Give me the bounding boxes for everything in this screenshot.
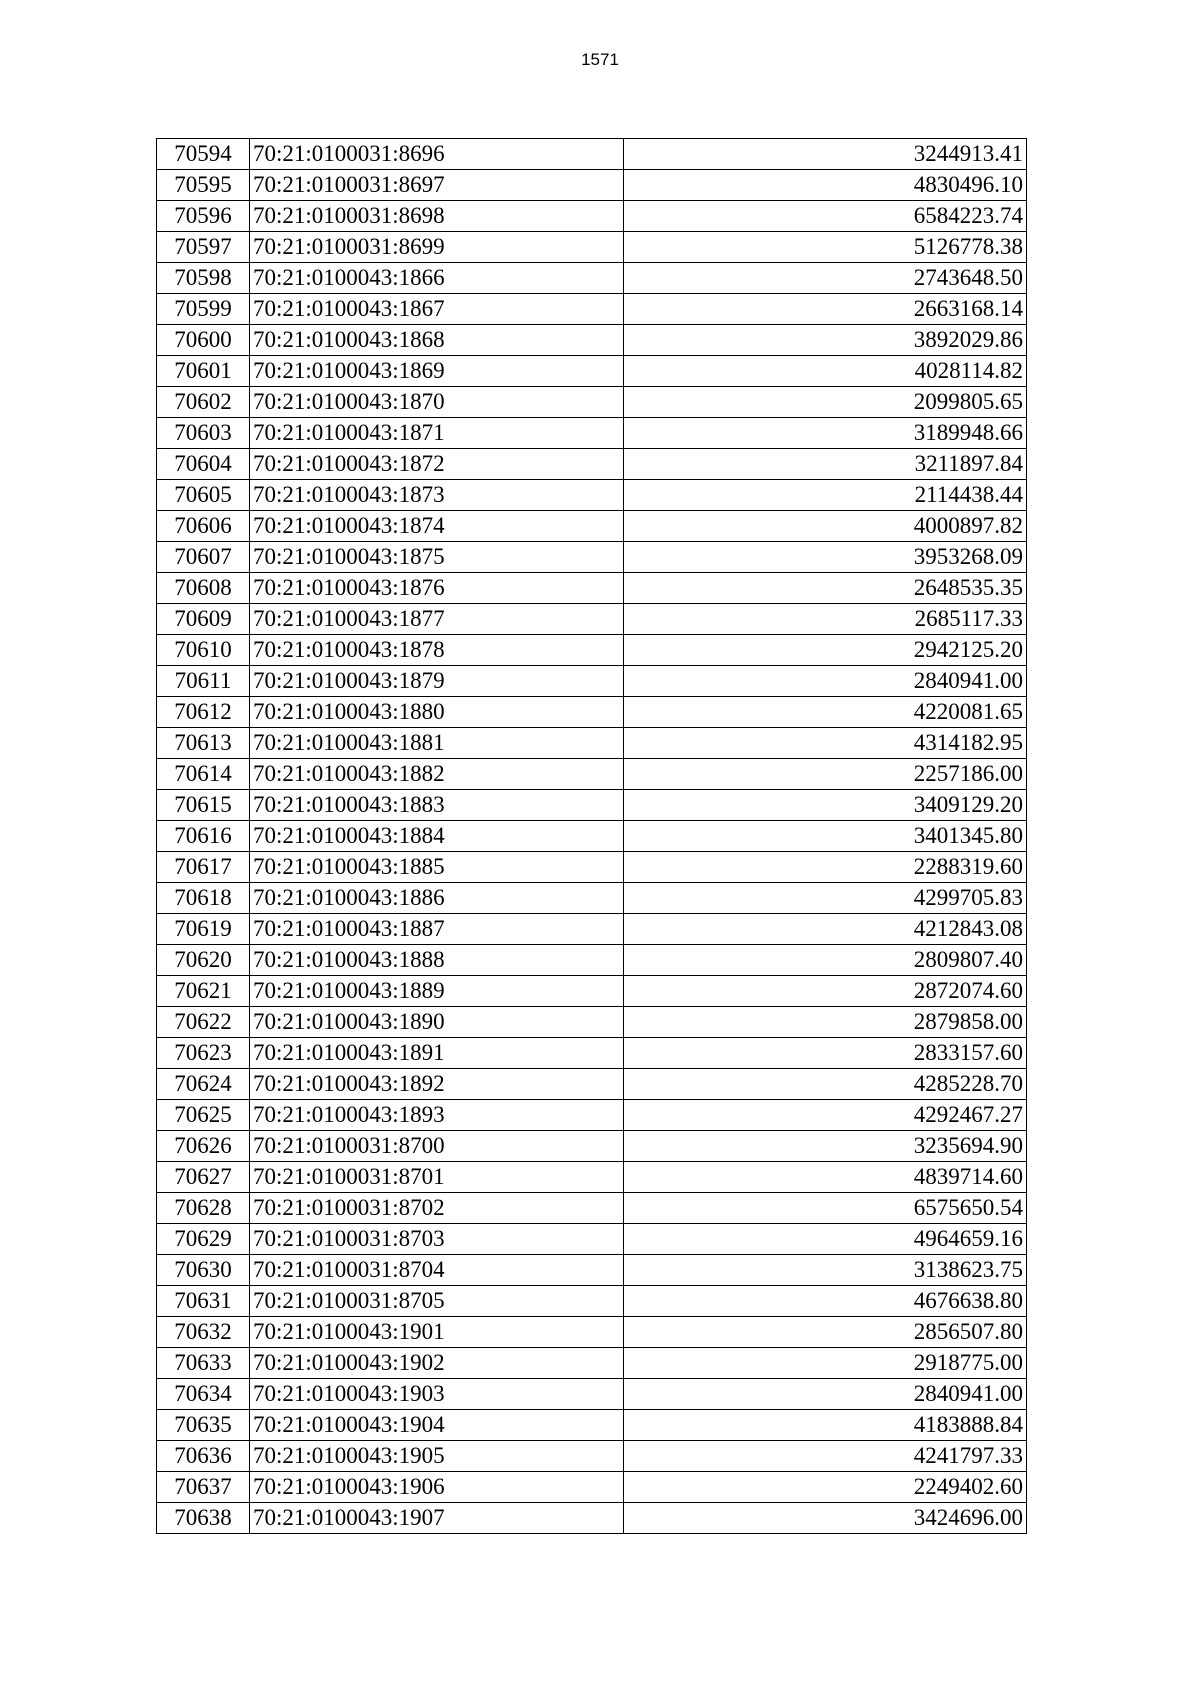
cadastral-value-cell: 3189948.66 xyxy=(624,418,1027,449)
table-row xyxy=(157,1410,1027,1441)
table-body xyxy=(157,139,1027,1534)
cadastral-number-cell: 70:21:0100043:1901 xyxy=(250,1317,624,1348)
cadastral-number-cell: 70:21:0100043:1874 xyxy=(250,511,624,542)
cadastral-number-cell: 70:21:0100043:1878 xyxy=(250,635,624,666)
table-row xyxy=(157,1286,1027,1317)
cadastral-value-cell: 2872074.60 xyxy=(624,976,1027,1007)
cadastral-number-cell: 70:21:0100043:1905 xyxy=(250,1441,624,1472)
cadastral-number-cell: 70:21:0100043:1892 xyxy=(250,1069,624,1100)
row-number-cell: 70616 xyxy=(157,821,250,852)
row-number-cell: 70618 xyxy=(157,883,250,914)
cadastral-number-cell: 70:21:0100043:1872 xyxy=(250,449,624,480)
row-number-cell: 70620 xyxy=(157,945,250,976)
cadastral-number-cell: 70:21:0100031:8702 xyxy=(250,1193,624,1224)
cadastral-number-cell: 70:21:0100031:8696 xyxy=(250,139,624,170)
table-row xyxy=(157,1162,1027,1193)
cadastral-value-cell: 2809807.40 xyxy=(624,945,1027,976)
row-number-cell: 70615 xyxy=(157,790,250,821)
cadastral-number-cell: 70:21:0100043:1877 xyxy=(250,604,624,635)
table-row xyxy=(157,294,1027,325)
table-row xyxy=(157,573,1027,604)
cadastral-number-cell: 70:21:0100043:1893 xyxy=(250,1100,624,1131)
cadastral-value-cell: 3211897.84 xyxy=(624,449,1027,480)
table-row xyxy=(157,170,1027,201)
table-row xyxy=(157,325,1027,356)
cadastral-value-cell: 2743648.50 xyxy=(624,263,1027,294)
row-number-cell: 70601 xyxy=(157,356,250,387)
cadastral-number-cell: 70:21:0100043:1884 xyxy=(250,821,624,852)
row-number-cell: 70610 xyxy=(157,635,250,666)
table-row xyxy=(157,666,1027,697)
table-row xyxy=(157,1038,1027,1069)
table-row xyxy=(157,139,1027,170)
cadastral-value-cell: 4676638.80 xyxy=(624,1286,1027,1317)
cadastral-value-cell: 4212843.08 xyxy=(624,914,1027,945)
cadastral-value-cell: 2840941.00 xyxy=(624,666,1027,697)
table-row xyxy=(157,387,1027,418)
cadastral-value-cell: 4220081.65 xyxy=(624,697,1027,728)
cadastral-value-cell: 4183888.84 xyxy=(624,1410,1027,1441)
row-number-cell: 70623 xyxy=(157,1038,250,1069)
cadastral-value-cell: 4000897.82 xyxy=(624,511,1027,542)
cadastral-value-cell: 2833157.60 xyxy=(624,1038,1027,1069)
cadastral-number-cell: 70:21:0100043:1885 xyxy=(250,852,624,883)
table-row xyxy=(157,1193,1027,1224)
table-row xyxy=(157,201,1027,232)
cadastral-value-cell: 3244913.41 xyxy=(624,139,1027,170)
cadastral-value-cell: 4964659.16 xyxy=(624,1224,1027,1255)
row-number-cell: 70612 xyxy=(157,697,250,728)
cadastral-number-cell: 70:21:0100043:1867 xyxy=(250,294,624,325)
table-row xyxy=(157,976,1027,1007)
table-row xyxy=(157,1317,1027,1348)
cadastral-number-cell: 70:21:0100031:8703 xyxy=(250,1224,624,1255)
cadastral-number-cell: 70:21:0100031:8697 xyxy=(250,170,624,201)
row-number-cell: 70609 xyxy=(157,604,250,635)
cadastral-value-cell: 2099805.65 xyxy=(624,387,1027,418)
table-row xyxy=(157,759,1027,790)
cadastral-number-cell: 70:21:0100043:1890 xyxy=(250,1007,624,1038)
row-number-cell: 70613 xyxy=(157,728,250,759)
table-row xyxy=(157,480,1027,511)
row-number-cell: 70611 xyxy=(157,666,250,697)
cadastral-number-cell: 70:21:0100043:1879 xyxy=(250,666,624,697)
row-number-cell: 70594 xyxy=(157,139,250,170)
table-row xyxy=(157,1472,1027,1503)
cadastral-number-cell: 70:21:0100031:8701 xyxy=(250,1162,624,1193)
cadastral-number-cell: 70:21:0100043:1906 xyxy=(250,1472,624,1503)
cadastral-value-cell: 4028114.82 xyxy=(624,356,1027,387)
row-number-cell: 70617 xyxy=(157,852,250,883)
row-number-cell: 70614 xyxy=(157,759,250,790)
cadastral-value-cell: 3409129.20 xyxy=(624,790,1027,821)
cadastral-value-cell: 4299705.83 xyxy=(624,883,1027,914)
cadastral-number-cell: 70:21:0100043:1887 xyxy=(250,914,624,945)
row-number-cell: 70632 xyxy=(157,1317,250,1348)
cadastral-value-cell: 3424696.00 xyxy=(624,1503,1027,1534)
cadastral-number-cell: 70:21:0100043:1882 xyxy=(250,759,624,790)
cadastral-number-cell: 70:21:0100043:1875 xyxy=(250,542,624,573)
table-row xyxy=(157,356,1027,387)
row-number-cell: 70604 xyxy=(157,449,250,480)
cadastral-number-cell: 70:21:0100043:1868 xyxy=(250,325,624,356)
row-number-cell: 70598 xyxy=(157,263,250,294)
cadastral-number-cell: 70:21:0100043:1880 xyxy=(250,697,624,728)
table-row xyxy=(157,883,1027,914)
table-row xyxy=(157,418,1027,449)
row-number-cell: 70625 xyxy=(157,1100,250,1131)
cadastral-value-cell: 2918775.00 xyxy=(624,1348,1027,1379)
cadastral-value-cell: 2663168.14 xyxy=(624,294,1027,325)
cadastral-number-cell: 70:21:0100043:1902 xyxy=(250,1348,624,1379)
table-row xyxy=(157,697,1027,728)
row-number-cell: 70607 xyxy=(157,542,250,573)
row-number-cell: 70631 xyxy=(157,1286,250,1317)
row-number-cell: 70633 xyxy=(157,1348,250,1379)
cadastral-value-cell: 2879858.00 xyxy=(624,1007,1027,1038)
cadastral-number-cell: 70:21:0100043:1883 xyxy=(250,790,624,821)
cadastral-value-cell: 3892029.86 xyxy=(624,325,1027,356)
page-number: 1571 xyxy=(581,50,619,69)
cadastral-value-cell: 3138623.75 xyxy=(624,1255,1027,1286)
cadastral-value-cell: 2648535.35 xyxy=(624,573,1027,604)
row-number-cell: 70626 xyxy=(157,1131,250,1162)
cadastral-value-cell: 2840941.00 xyxy=(624,1379,1027,1410)
row-number-cell: 70638 xyxy=(157,1503,250,1534)
row-number-cell: 70630 xyxy=(157,1255,250,1286)
cadastral-number-cell: 70:21:0100043:1891 xyxy=(250,1038,624,1069)
cadastral-value-cell: 2114438.44 xyxy=(624,480,1027,511)
cadastral-number-cell: 70:21:0100031:8705 xyxy=(250,1286,624,1317)
table-row xyxy=(157,852,1027,883)
table-row xyxy=(157,1100,1027,1131)
cadastral-value-cell: 4314182.95 xyxy=(624,728,1027,759)
cadastral-number-cell: 70:21:0100043:1869 xyxy=(250,356,624,387)
table-row xyxy=(157,1255,1027,1286)
cadastral-value-cell: 2249402.60 xyxy=(624,1472,1027,1503)
table-row xyxy=(157,1224,1027,1255)
row-number-cell: 70599 xyxy=(157,294,250,325)
cadastral-number-cell: 70:21:0100043:1888 xyxy=(250,945,624,976)
row-number-cell: 70602 xyxy=(157,387,250,418)
cadastral-number-cell: 70:21:0100043:1886 xyxy=(250,883,624,914)
table-row xyxy=(157,449,1027,480)
cadastral-value-cell: 2856507.80 xyxy=(624,1317,1027,1348)
cadastral-number-cell: 70:21:0100043:1881 xyxy=(250,728,624,759)
cadastral-number-cell: 70:21:0100043:1871 xyxy=(250,418,624,449)
cadastral-value-cell: 6584223.74 xyxy=(624,201,1027,232)
table-row xyxy=(157,945,1027,976)
table-row xyxy=(157,263,1027,294)
row-number-cell: 70624 xyxy=(157,1069,250,1100)
row-number-cell: 70606 xyxy=(157,511,250,542)
table-row xyxy=(157,511,1027,542)
cadastral-value-cell: 2288319.60 xyxy=(624,852,1027,883)
row-number-cell: 70621 xyxy=(157,976,250,1007)
cadastral-number-cell: 70:21:0100043:1876 xyxy=(250,573,624,604)
row-number-cell: 70634 xyxy=(157,1379,250,1410)
cadastral-value-table xyxy=(156,138,1027,1534)
row-number-cell: 70635 xyxy=(157,1410,250,1441)
table-row xyxy=(157,542,1027,573)
table-row xyxy=(157,1348,1027,1379)
cadastral-number-cell: 70:21:0100031:8700 xyxy=(250,1131,624,1162)
table-row xyxy=(157,821,1027,852)
row-number-cell: 70637 xyxy=(157,1472,250,1503)
cadastral-value-cell: 5126778.38 xyxy=(624,232,1027,263)
row-number-cell: 70608 xyxy=(157,573,250,604)
cadastral-value-cell: 2942125.20 xyxy=(624,635,1027,666)
table-row xyxy=(157,790,1027,821)
cadastral-value-cell: 3401345.80 xyxy=(624,821,1027,852)
cadastral-value-cell: 3953268.09 xyxy=(624,542,1027,573)
cadastral-value-cell: 4285228.70 xyxy=(624,1069,1027,1100)
table-row xyxy=(157,1503,1027,1534)
row-number-cell: 70600 xyxy=(157,325,250,356)
cadastral-number-cell: 70:21:0100043:1866 xyxy=(250,263,624,294)
cadastral-number-cell: 70:21:0100043:1903 xyxy=(250,1379,624,1410)
cadastral-number-cell: 70:21:0100043:1889 xyxy=(250,976,624,1007)
cadastral-value-cell: 4241797.33 xyxy=(624,1441,1027,1472)
row-number-cell: 70605 xyxy=(157,480,250,511)
row-number-cell: 70629 xyxy=(157,1224,250,1255)
row-number-cell: 70622 xyxy=(157,1007,250,1038)
cadastral-value-cell: 2257186.00 xyxy=(624,759,1027,790)
cadastral-value-cell: 4830496.10 xyxy=(624,170,1027,201)
table-row xyxy=(157,1069,1027,1100)
table-row xyxy=(157,914,1027,945)
cadastral-number-cell: 70:21:0100043:1870 xyxy=(250,387,624,418)
row-number-cell: 70636 xyxy=(157,1441,250,1472)
row-number-cell: 70595 xyxy=(157,170,250,201)
table-row xyxy=(157,635,1027,666)
table-row xyxy=(157,1441,1027,1472)
table-row xyxy=(157,728,1027,759)
cadastral-number-cell: 70:21:0100043:1873 xyxy=(250,480,624,511)
table-row xyxy=(157,604,1027,635)
table-row xyxy=(157,1379,1027,1410)
cadastral-number-cell: 70:21:0100043:1904 xyxy=(250,1410,624,1441)
cadastral-value-cell: 4292467.27 xyxy=(624,1100,1027,1131)
row-number-cell: 70628 xyxy=(157,1193,250,1224)
cadastral-value-cell: 3235694.90 xyxy=(624,1131,1027,1162)
row-number-cell: 70603 xyxy=(157,418,250,449)
cadastral-number-cell: 70:21:0100031:8699 xyxy=(250,232,624,263)
row-number-cell: 70597 xyxy=(157,232,250,263)
row-number-cell: 70627 xyxy=(157,1162,250,1193)
row-number-cell: 70619 xyxy=(157,914,250,945)
table-row xyxy=(157,1131,1027,1162)
row-number-cell: 70596 xyxy=(157,201,250,232)
table-row xyxy=(157,1007,1027,1038)
cadastral-value-cell: 6575650.54 xyxy=(624,1193,1027,1224)
cadastral-number-cell: 70:21:0100031:8698 xyxy=(250,201,624,232)
cadastral-value-cell: 4839714.60 xyxy=(624,1162,1027,1193)
cadastral-value-cell: 2685117.33 xyxy=(624,604,1027,635)
table-row xyxy=(157,232,1027,263)
cadastral-number-cell: 70:21:0100031:8704 xyxy=(250,1255,624,1286)
cadastral-number-cell: 70:21:0100043:1907 xyxy=(250,1503,624,1534)
